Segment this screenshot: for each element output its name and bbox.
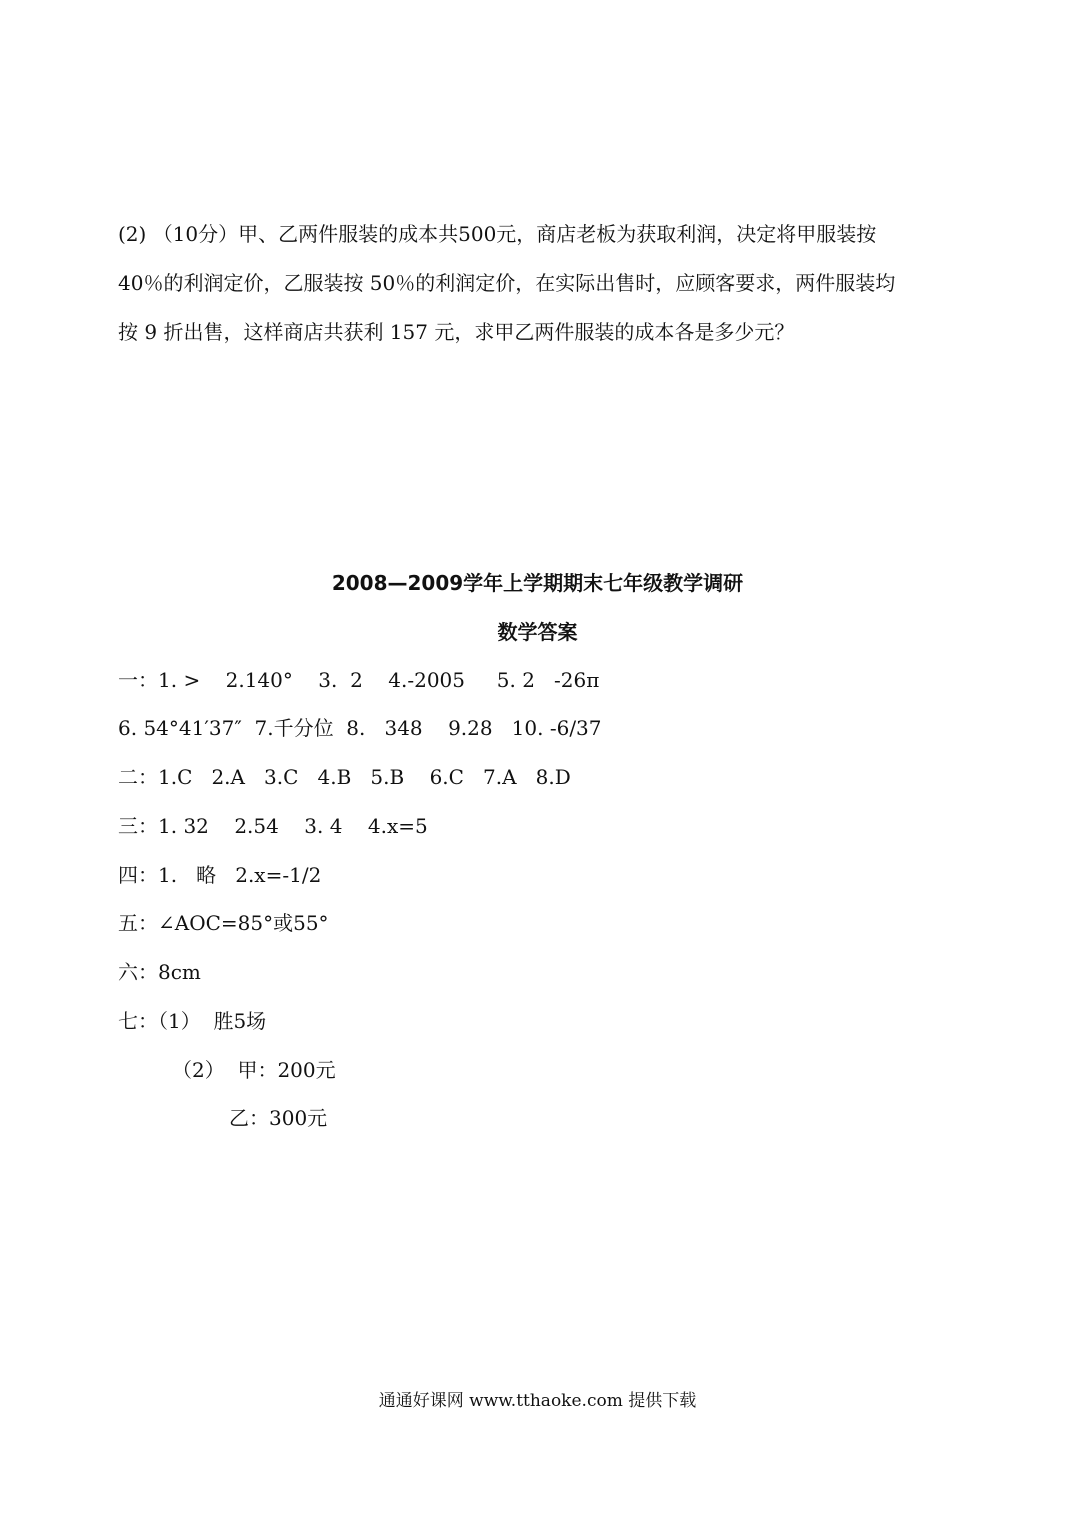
answer-line-section-7-part-2-cont: 乙：300元 <box>229 1106 328 1130</box>
problem-line: (2) （10分）甲、乙两件服装的成本共500元，商店老板为获取利润，决定将甲服装按 <box>118 222 877 246</box>
answer-line-section-5: 五：∠AOC=85°或55° <box>118 911 329 935</box>
word-problem-2 <box>118 222 968 369</box>
problem-line: 按 9 折出售，这样商店共获利 157 元，求甲乙两件服装的成本各是多少元？ <box>118 320 795 344</box>
answer-line-section-2: 二：1.C 2.A 3.C 4.B 5.B 6.C 7.A 8.D <box>118 765 571 789</box>
problem-line: 40％的利润定价，乙服装按 50％的利润定价，在实际出售时，应顾客要求，两件服装均 <box>118 271 896 295</box>
answer-line-section-1: 一：1. > 2.140° 3. 2 4.-2005 5. 2 -26π <box>118 668 600 692</box>
answer-line-section-4: 四：1. 略 2.x=-1/2 <box>118 863 322 887</box>
answer-line-section-1-cont: 6. 54°41′37″ 7.千分位 8. 348 9.28 10. -6/37 <box>118 716 602 740</box>
answer-line-section-6: 六：8cm <box>118 960 201 984</box>
answer-line-section-7-part-2: （2） 甲：200元 <box>172 1058 336 1082</box>
answers-title: 2008—2009学年上学期期末七年级教学调研 <box>331 571 744 595</box>
answer-line-section-7: 七：（1） 胜5场 <box>118 1009 267 1033</box>
footer-credit: 通通好课网 www.tthaoke.com 提供下载 <box>378 1391 697 1411</box>
answers-subtitle: 数学答案 <box>497 620 578 644</box>
answer-line-section-3: 三：1. 32 2.54 3. 4 4.x=5 <box>118 814 428 838</box>
